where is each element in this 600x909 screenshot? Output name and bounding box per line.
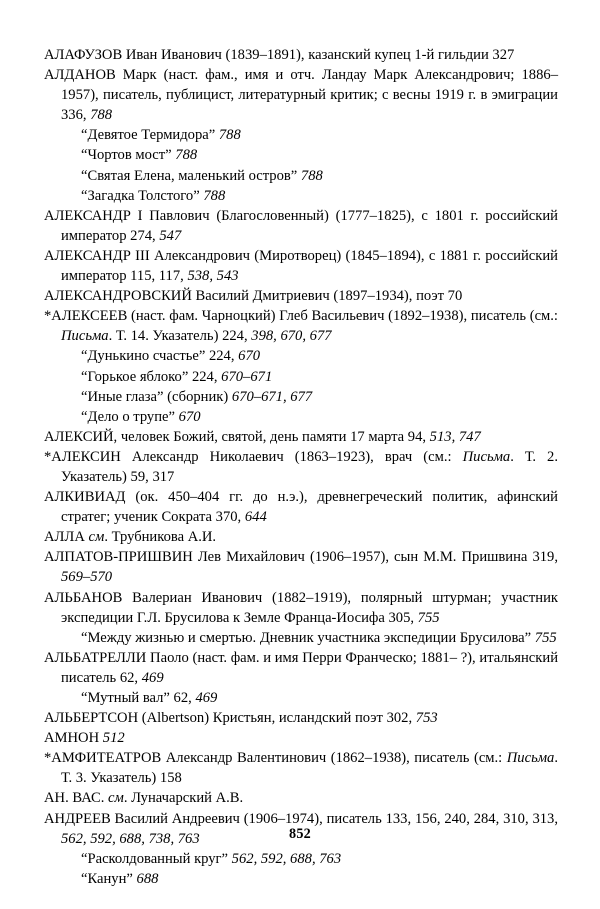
text-run: АЛЬБАТРЕЛЛИ Паоло (наст. фам. и имя Перри Франческо; 1881– ?), итальянский писатель 62, (44, 649, 558, 686)
text-run: АНДРЕЕВ Василий Андреевич (1906–1974), писатель 133, 156, 240, 284, 310, 313, (44, 810, 558, 827)
text-run: “Канун” (81, 870, 137, 887)
italic-run: 469 (141, 669, 164, 686)
index-entry (44, 588, 558, 628)
italic-run: 755 (534, 629, 557, 646)
index-entry (44, 728, 558, 748)
index-entry (44, 206, 558, 246)
italic-run: 670 (178, 408, 201, 425)
index-entry (44, 447, 558, 487)
index-entry (44, 387, 558, 407)
italic-run: 670–671 (221, 368, 273, 385)
text-run: “Расколдованный круг” (81, 850, 232, 867)
text-run: . Т. 2. Указатель) 59, 317 (61, 448, 558, 485)
italic-run: Письма (61, 328, 109, 345)
italic-run: 788 (300, 167, 323, 184)
index-entry (44, 427, 558, 447)
text-run: “Дунькино счастье” 224, (81, 348, 239, 365)
index-entry (44, 65, 558, 125)
page-number: 852 (289, 826, 311, 842)
italic-run: 670–671, 677 (231, 388, 313, 405)
text-run: АЛКИВИАД (ок. 450–404 гг. до н.э.), древнегреческий политик, афинский стратег; ученик Сократа 370, (44, 489, 558, 526)
text-run: “Иные глаза” (сборник) (81, 388, 232, 405)
index-entry (44, 246, 558, 286)
text-run: . Трубникова А.И. (104, 529, 217, 546)
text-run: “Девятое Термидора” (81, 127, 219, 144)
text-run: “Святая Елена, маленький остров” (81, 167, 301, 184)
text-run: “Мутный вал” 62, (81, 690, 196, 706)
italic-run: 788 (218, 127, 241, 144)
index-entry (44, 748, 558, 788)
italic-run: см (88, 529, 105, 546)
italic-run: 644 (244, 509, 267, 526)
italic-run: 469 (195, 690, 218, 706)
italic-run: Письма (462, 448, 511, 465)
index-entry (44, 306, 558, 346)
text-run: *АЛЕКСЕЕВ (наст. фам. Чарноцкий) Глеб Васильевич (1892–1938), писатель (см.: (44, 308, 558, 325)
text-run: АЛЬБАНОВ Валериан Иванович (1882–1919), полярный штурман; участник экспедиции Г.Л. Брусилова к Земле Франца-Иосифа 305, (44, 589, 558, 626)
text-run: “Дело о трупе” (81, 408, 179, 425)
text-run: *АЛЕКСИН Александр Николаевич (1863–1923), врач (см.: (44, 448, 463, 465)
text-run: . Т. 3. Указатель) 158 (61, 750, 558, 787)
index-entry (44, 708, 558, 728)
italic-run: 755 (417, 609, 440, 626)
italic-run: 547 (159, 227, 182, 244)
italic-run: 562, 592, 688, 763 (231, 850, 342, 867)
index-entry (44, 186, 558, 206)
italic-run: 688 (136, 870, 159, 887)
text-run: АЛЬБЕРТСОН (Albertson) Кристьян, исландский поэт 302, (44, 710, 416, 727)
index-entry (44, 286, 558, 306)
text-run: АЛЕКСИЙ, человек Божий, святой, день памяти 17 марта 94, (44, 428, 430, 445)
text-run: АЛЕКСАНДРОВСКИЙ Василий Дмитриевич (1897–1934), поэт 70 (44, 288, 463, 305)
text-run: АЛДАНОВ Марк (наст. фам., имя и отч. Ландау Марк Александрович; 1886–1957), писатель, публицист, литературный критик; с весны 1919 г. в эмиграции 336, (44, 67, 558, 124)
italic-run: 753 (415, 710, 438, 727)
index-entry (44, 788, 558, 808)
italic-run: 788 (90, 107, 113, 124)
index-entry (44, 869, 558, 889)
index-entry (44, 407, 558, 427)
index-entry (44, 125, 558, 145)
italic-run: Письма (506, 750, 555, 767)
italic-run: 513, 747 (429, 428, 481, 445)
italic-run: 562, 592, 688, 738, 763 (61, 830, 200, 847)
italic-run: 538, 543 (187, 268, 239, 285)
italic-run: 788 (175, 147, 198, 164)
index-entry (44, 648, 558, 688)
text-run: АЛЕКСАНДР III Александрович (Миротворец) (1845–1894), с 1881 г. российский император 115, 117, (44, 247, 558, 285)
italic-run: 569–570 (61, 569, 113, 586)
italic-run: 398, 670, 677 (251, 328, 332, 345)
text-run: АЛАФУЗОВ Иван Иванович (1839–1891), казанский купец 1-й гильдии 327 (44, 47, 515, 63)
italic-run: 788 (203, 187, 226, 204)
text-run: АН. ВАС. (44, 790, 109, 807)
text-run: АМНОН (44, 730, 103, 747)
index-entry (44, 527, 558, 547)
text-run: . Т. 14. Указатель) 224, (108, 328, 252, 345)
text-run: “Между жизнью и смертью. Дневник участника экспедиции Брусилова” (81, 629, 535, 646)
text-run: “Чортов мост” (81, 147, 176, 164)
text-run: АЛЛА (44, 529, 89, 546)
text-run: “Горькое яблоко” 224, (81, 368, 222, 385)
italic-run: 670 (238, 348, 261, 365)
text-run: “Загадка Толстого” (81, 187, 204, 204)
index-entry-list (44, 45, 558, 889)
index-entry (44, 849, 558, 869)
index-entry (44, 166, 558, 186)
text-run: АЛЕКСАНДР I Павлович (Благословенный) (1777–1825), с 1801 г. российский император 274, (44, 207, 558, 244)
italic-run: см (108, 790, 124, 807)
text-run: . Луначарский А.В. (123, 790, 244, 807)
index-entry (44, 45, 558, 65)
index-entry (44, 688, 558, 708)
index-entry (44, 346, 558, 366)
text-run: АЛПАТОВ-ПРИШВИН Лев Михайлович (1906–1957), сын М.М. Пришвина 319, (44, 549, 558, 566)
index-entry (44, 547, 558, 587)
text-run: *АМФИТЕАТРОВ Александр Валентинович (1862–1938), писатель (см.: (44, 750, 507, 767)
index-entry (44, 487, 558, 527)
index-entry (44, 145, 558, 165)
index-entry (44, 628, 558, 648)
italic-run: 512 (102, 730, 125, 747)
index-entry (44, 367, 558, 387)
